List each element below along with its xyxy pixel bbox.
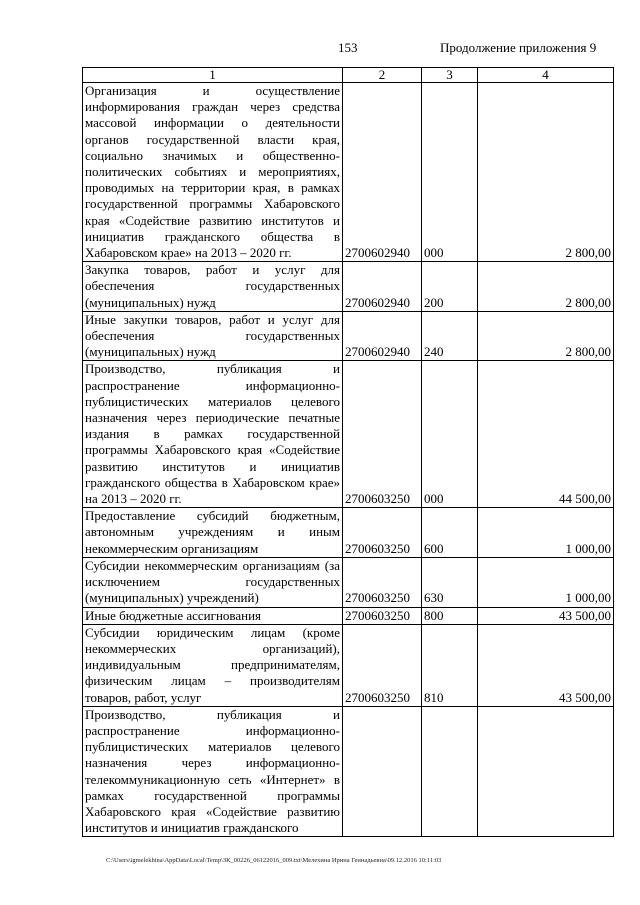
- row-code: 2700603250: [343, 607, 422, 624]
- row-vr: 810: [422, 624, 478, 706]
- row-code: 2700602940: [343, 262, 422, 312]
- row-amount: 44 500,00: [478, 361, 614, 508]
- row-code: 2700603250: [343, 557, 422, 607]
- table-row: [83, 262, 614, 312]
- row-code: 2700603250: [343, 361, 422, 508]
- row-name: Производство, публикация и распространение информационно-публицистических материалов целевого назначения через информационно-телекоммуникационную сеть «Интернет» в рамках государственной программы Хабаровского края «Содействие развитию институтов и инициатив гражданского: [83, 706, 343, 837]
- row-name: Субсидии юридическим лицам (кроме некоммерческих организаций), индивидуальным предпринимателям, физическим лицам – производителям товаров, работ, услуг: [83, 624, 343, 706]
- row-code: 2700602940: [343, 83, 422, 262]
- page-number: 153: [338, 40, 358, 55]
- row-code: 2700603250: [343, 624, 422, 706]
- row-code: [343, 706, 422, 837]
- row-name: Производство, публикация и распространение информационно-публицистических материалов целевого назначения через периодические печатные издания в рамках государственной программы Хабаровского края «Содействие развитию институтов и инициатив гражданского общества в Хабаровском крае» на 2013 – 2020 гг.: [83, 361, 343, 508]
- table-row: [83, 311, 614, 361]
- row-vr: 000: [422, 361, 478, 508]
- row-vr: 800: [422, 607, 478, 624]
- column-header: 4: [478, 68, 614, 83]
- table-header-row: [83, 68, 614, 83]
- row-amount: 2 800,00: [478, 311, 614, 361]
- row-amount: 43 500,00: [478, 624, 614, 706]
- row-vr: 600: [422, 508, 478, 558]
- table-row: [83, 706, 614, 837]
- row-name: Субсидии некоммерческим организациям (за исключением государственных (муниципальных) учреждений): [83, 557, 343, 607]
- row-name: Организация и осуществление информирования граждан через средства массовой информации о деятельности органов государственной власти края, социально значимых и общественно-политических событиях и мероприятиях, проводимых на территории края, в рамках государственной программы Хабаровского края «Содействие развитию институтов и инициатив гражданского общества в Хабаровском крае» на 2013 – 2020 гг.: [83, 83, 343, 262]
- table-row: [83, 361, 614, 508]
- row-amount: 1 000,00: [478, 508, 614, 558]
- column-header: 3: [422, 68, 478, 83]
- row-amount: 43 500,00: [478, 607, 614, 624]
- row-amount: 1 000,00: [478, 557, 614, 607]
- row-name: Предоставление субсидий бюджетным, автономным учреждениям и иным некоммерческим организациям: [83, 508, 343, 558]
- table-row: [83, 624, 614, 706]
- row-code: 2700602940: [343, 311, 422, 361]
- row-vr: 200: [422, 262, 478, 312]
- table-row: [83, 607, 614, 624]
- row-name: Иные закупки товаров, работ и услуг для обеспечения государственных (муниципальных) нужд: [83, 311, 343, 361]
- table-row: [83, 557, 614, 607]
- row-amount: 2 800,00: [478, 262, 614, 312]
- row-vr: 240: [422, 311, 478, 361]
- table-row: [83, 508, 614, 558]
- row-name: Иные бюджетные ассигнования: [83, 607, 343, 624]
- row-vr: 000: [422, 83, 478, 262]
- column-header: 2: [343, 68, 422, 83]
- appendix-title: Продолжение приложения 9: [440, 40, 597, 55]
- row-amount: 2 800,00: [478, 83, 614, 262]
- row-name: Закупка товаров, работ и услуг для обеспечения государственных (муниципальных) нужд: [83, 262, 343, 312]
- row-vr: [422, 706, 478, 837]
- row-amount: [478, 706, 614, 837]
- row-vr: 630: [422, 557, 478, 607]
- column-header: 1: [83, 68, 343, 83]
- budget-table: [82, 67, 614, 837]
- table-row: [83, 83, 614, 262]
- row-code: 2700603250: [343, 508, 422, 558]
- file-path-footer: C:\Users\igmelekhina\AppData\Local\Temp\ЗК_00226_06122016_009.txt\Мелехина Ирина Геннадьевна\09.12.2016 10:11:03: [106, 857, 442, 864]
